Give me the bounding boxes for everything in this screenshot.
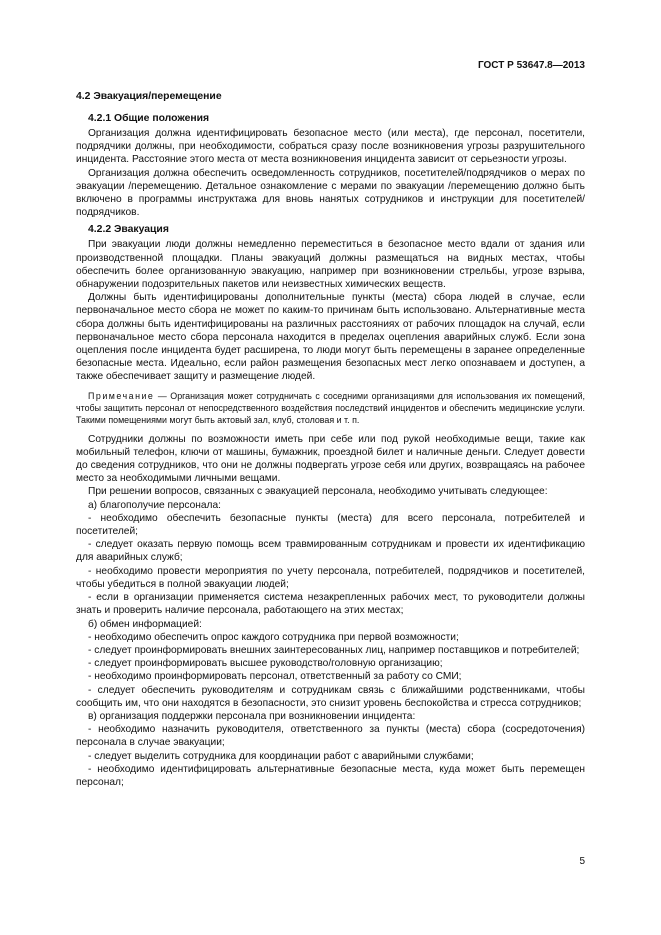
- note-label: Примечание: [88, 390, 155, 401]
- paragraph: Сотрудники должны по возможности иметь при себе или под рукой необходимые вещи, такие как мобильный телефон, ключи от машины, бумажник, проездной билет и наличные деньги. Следует довести до сведения сотрудников, что они не должны подвергать угрозе себя или других, возвращаясь на рабочее место за необходимыми личными вещами.: [76, 433, 585, 485]
- subsection-title-evacuation: 4.2.2 Эвакуация: [88, 224, 169, 236]
- list-item: - следует проинформировать внешних заинтересованных лиц, например поставщиков и потребителей;: [88, 644, 580, 656]
- list-title-c: в) организация поддержки персонала при возникновении инцидента:: [88, 710, 416, 722]
- paragraph: Организация должна обеспечить осведомленность сотрудников, посетителей/подрядчиков о мерах по эвакуации /перемещению. Детальное ознакомление с мерами по эвакуации /перемещению должно быть включено в программы инструктажа для вновь нанятых сотрудников и инструкции для посетителей/подрядчиков.: [76, 167, 585, 219]
- list-item: - необходимо проинформировать персонал, ответственный за работу со СМИ;: [88, 671, 462, 683]
- section-title: 4.2 Эвакуация/перемещение: [76, 91, 222, 102]
- paragraph: При эвакуации люди должны немедленно переместиться в безопасное место вдали от здания или производственной площадки. Планы эвакуаций должны размещаться на видных местах, чтобы обеспечить более организованную эвакуацию, например при возникновении стрельбы, угрозе взрыва, обнаружении подозрительных пакетов или неизвестных химических веществ.: [76, 239, 585, 291]
- paragraph: При решении вопросов, связанных с эвакуацией персонала, необходимо учитывать следующее:: [88, 486, 548, 498]
- list-item: - необходимо назначить руководителя, ответственного за пункты (места) сбора (сосредоточения) персонала в случае эвакуации;: [76, 724, 585, 749]
- list-item: - следует обеспечить руководителям и сотрудникам связь с ближайшими родственниками, чтобы сообщить им, что они находятся в безопасности, это снизит уровень беспокойства и стресса сотрудников;: [76, 684, 585, 709]
- note: [76, 390, 585, 426]
- list-item: - следует проинформировать высшее руководство/головную организацию;: [88, 658, 443, 670]
- page-number: 5: [579, 856, 585, 867]
- paragraph: Организация должна идентифицировать безопасное место (или места), где персонал, посетители, подрядчики должны, при необходимости, собраться сразу после возникновения угрозы разрушительного инцидента. Расстояние этого места от места возникновения инцидента зависит от серьезности угрозы.: [76, 128, 585, 166]
- note-text: — Организация может сотрудничать с соседними организациями для использования их помещений, чтобы защитить персонал от непосредственного воздействия последствий инцидентов и обеспечить медицинские услуги. Такими помещениями могут быть актовый зал, клуб, столовая и т. п.: [76, 390, 585, 425]
- standard-header: ГОСТ Р 53647.8—2013: [477, 60, 585, 71]
- document-body: [76, 56, 585, 789]
- subsection-title-general: 4.2.1 Общие положения: [88, 113, 210, 124]
- list-item: - необходимо обеспечить безопасные пункты (места) для всего персонала, потребителей и посетителей;: [76, 512, 585, 538]
- list-item: - если в организации применяется система незакрепленных рабочих мест, то руководители должны знать и проверить наличие персонала, работающего на этих местах;: [76, 592, 585, 617]
- list-item: - следует оказать первую помощь всем травмированным сотрудникам и провести их идентификацию для аварийных служб;: [76, 539, 585, 564]
- list-item: - необходимо обеспечить опрос каждого сотрудника при первой возможности;: [88, 631, 459, 643]
- list-item: - необходимо провести мероприятия по учету персонала, потребителей, подрядчиков и посетителей, чтобы убедиться в полной эвакуации людей;: [76, 565, 585, 590]
- list-item: - необходимо идентифицировать альтернативные безопасные места, куда может быть перемещен персонал;: [76, 763, 585, 788]
- list-item: - следует выделить сотрудника для координации работ с аварийными службами;: [88, 750, 474, 762]
- paragraph: Должны быть идентифицированы дополнительные пункты (места) сбора людей в случае, если первоначальное место сбора не может по каким-то причинам быть использовано. Альтернативные места сбора должны быть идентифицированы на различных расстояниях от рабочих площадок на случай, если первоначальное место сбора персонала находится в пределах оцепления аварийных служб. Если зона оцепления после инцидента будет расширена, то люди могут быть перемещены в заранее определенные безопасные места. Идеально, если район размещения безопасных мест легко опознаваем и доступен, а также обеспечивает защиту и размещение людей.: [76, 292, 585, 383]
- list-title-a: а) благополучие персонала:: [88, 499, 221, 511]
- list-title-b: б) обмен информацией:: [88, 618, 202, 630]
